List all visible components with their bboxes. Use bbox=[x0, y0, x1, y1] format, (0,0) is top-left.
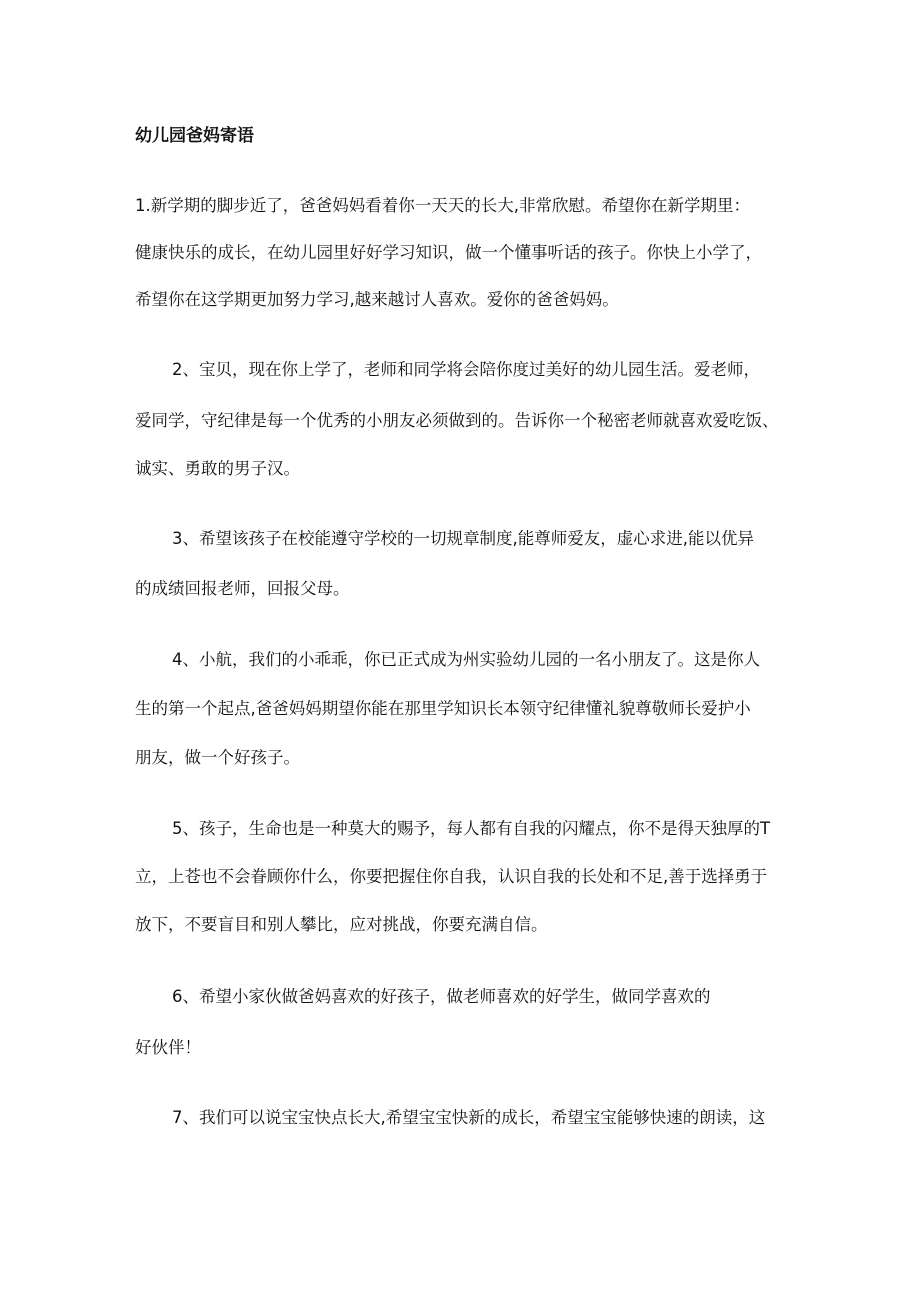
paragraph-5-line-2: 立，上苍也不会眷顾你什么，你要把握住你自我，认识自我的长处和不足,善于选择勇于 bbox=[135, 867, 768, 886]
paragraph-1-line-2: 健康快乐的成长，在幼儿园里好好学习知识，做一个懂事听话的孩子。你快上小学了， bbox=[135, 243, 762, 262]
paragraph-4-line-3: 朋友，做一个好孩子。 bbox=[135, 748, 300, 767]
paragraph-4-line-1: 4、小航，我们的小乖乖，你已正式成为州实验幼儿园的一名小朋友了。这是你人 bbox=[172, 650, 760, 669]
paragraph-1-line-1: 1.新学期的脚步近了，爸爸妈妈看着你一天天的长大,非常欣慰。希望你在新学期里： bbox=[135, 196, 750, 215]
paragraph-5-line-3: 放下，不要盲目和别人攀比，应对挑战，你要充满自信。 bbox=[135, 915, 548, 934]
paragraph-2-line-2: 爱同学，守纪律是每一个优秀的小朋友必须做到的。告诉你一个秘密老师就喜欢爱吃饭、 bbox=[135, 411, 779, 430]
paragraph-6-line-1: 6、希望小家伙做爸妈喜欢的好孩子，做老师喜欢的好学生，做同学喜欢的 bbox=[172, 987, 711, 1006]
document-title: 幼儿园爸妈寄语 bbox=[135, 126, 254, 146]
paragraph-4-line-2: 生的第一个起点,爸爸妈妈期望你能在那里学知识长本领守纪律懂礼貌尊敬师长爱护小 bbox=[135, 699, 751, 718]
paragraph-7-line-1: 7、我们可以说宝宝快点长大,希望宝宝快新的成长，希望宝宝能够快速的朗读，这 bbox=[172, 1108, 766, 1127]
paragraph-6-line-2: 好伙伴！ bbox=[135, 1038, 201, 1057]
paragraph-2-line-3: 诚实、勇敢的男子汉。 bbox=[135, 459, 300, 478]
paragraph-1-line-3: 希望你在这学期更加努力学习,越来越讨人喜欢。爱你的爸爸妈妈。 bbox=[135, 290, 619, 309]
paragraph-2-line-1: 2、宝贝，现在你上学了，老师和同学将会陪你度过美好的幼儿园生活。爱老师， bbox=[172, 360, 760, 379]
paragraph-3-line-2: 的成绩回报老师，回报父母。 bbox=[135, 579, 350, 598]
paragraph-5-line-1: 5、孩子，生命也是一种莫大的赐予，每人都有自我的闪耀点，你不是得天独厚的T bbox=[172, 819, 771, 838]
paragraph-3-line-1: 3、希望该孩子在校能遵守学校的一切规章制度,能尊师爱友，虚心求进,能以优异 bbox=[172, 529, 754, 548]
